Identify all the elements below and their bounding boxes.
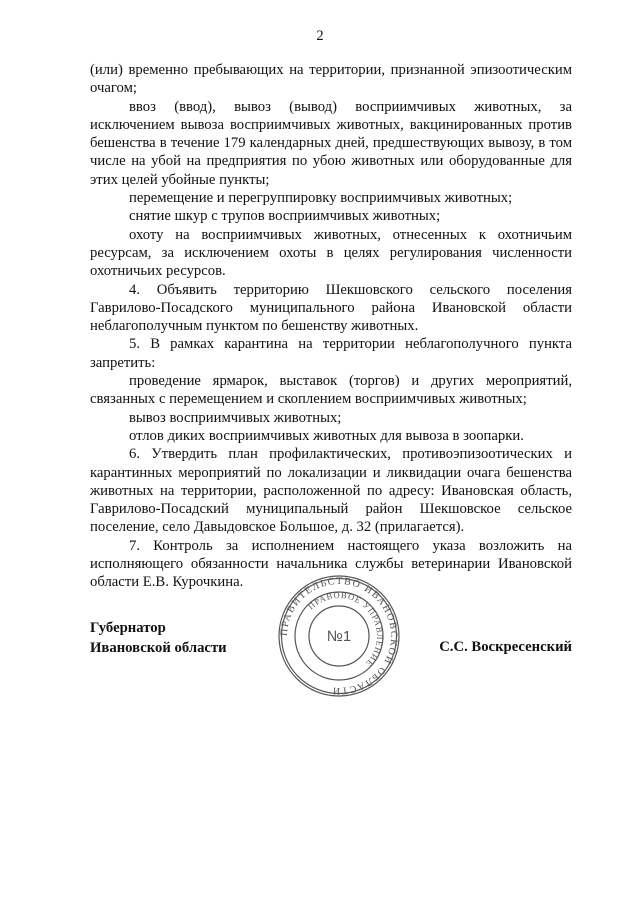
paragraph: 7. Контроль за исполнением настоящего указа возложить на исполняющего обязанности начальника службы ветеринарии Ивановской области Е.В. Курочкина.	[90, 537, 572, 591]
paragraph: (или) временно пребывающих на территории, признанной эпизоотическим очагом;	[90, 62, 572, 97]
page-number: 2	[316, 28, 324, 44]
seal-inner-text: ПРАВОВОЕ УПРАВЛЕНИЕ	[305, 589, 386, 670]
signatory-position	[90, 618, 227, 658]
paragraph: снятие шкур с трупов восприимчивых животных;	[129, 208, 441, 225]
signatory-name: С.С. Воскресенский	[439, 639, 572, 655]
seal-graphic	[277, 574, 401, 698]
paragraph: перемещение и перегруппировку восприимчивых животных;	[129, 190, 513, 207]
paragraph: ввоз (ввод), вывоз (вывод) восприимчивых животных, за исключением вывоза восприимчивых животных, вакцинированных против бешенства в течение 179 календарных дней, предшествующих вывозу, в том числе на убой на предприятия по убою животных или оборудованные для этих целей убойные пункты;	[90, 98, 572, 188]
signatory-title: Губернатор	[90, 620, 166, 636]
paragraph: отлов диких восприимчивых животных для вывоза в зоопарки.	[129, 427, 524, 444]
paragraph: охоту на восприимчивых животных, отнесенных к охотничьим ресурсам, за исключением охоты в целях регулирования численности охотничьих ресурсов.	[90, 226, 572, 280]
official-seal	[277, 574, 401, 698]
paragraph: проведение ярмарок, выставок (торгов) и других мероприятий, связанных с перемещением и скоплением восприимчивых животных;	[90, 373, 572, 408]
document-body	[90, 61, 572, 592]
seal-center-number: №1	[326, 628, 352, 645]
paragraph: 5. В рамках карантина на территории неблагополучного пункта запретить:	[90, 336, 572, 371]
paragraph: 4. Объявить территорию Шекшовского сельского поселения Гаврилово-Посадского муниципального района Ивановской области неблагополучным пунктом по бешенству животных.	[90, 281, 572, 335]
paragraph: вывоз восприимчивых животных;	[129, 409, 342, 426]
paragraph: 6. Утвердить план профилактических, противоэпизоотических и карантинных мероприятий по локализации и ликвидации очага бешенства животных на территории, расположенной по адресу: Ивановская область, Гаврилово-Посадский муниципальный район Шекшовское сельское поселение, село Давыдовское Большое, д. 32 (прилагается).	[90, 446, 572, 536]
seal-outer-text: ПРАВИТЕЛЬСТВО ИВАНОВСКОЙ ОБЛАСТИ	[278, 575, 400, 697]
signatory-region: Ивановской области	[90, 640, 227, 656]
